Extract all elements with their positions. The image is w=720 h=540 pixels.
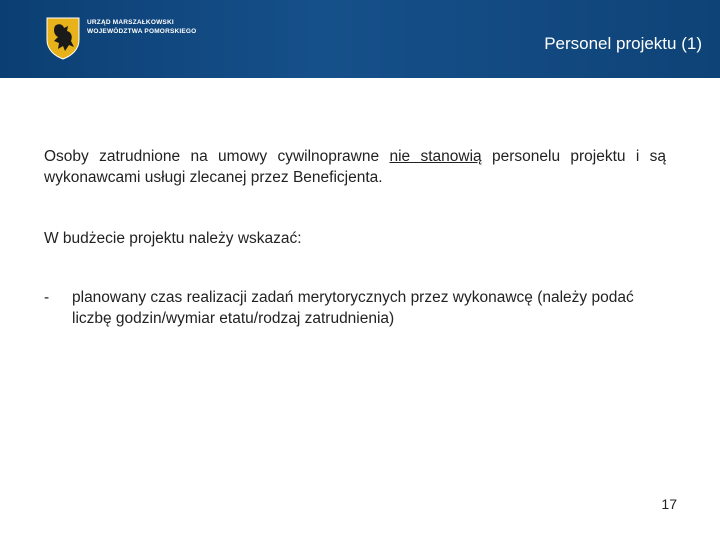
bullet-marker: - <box>44 289 50 306</box>
griffin-coat-of-arms-icon <box>45 16 81 60</box>
header-bar <box>0 0 720 78</box>
paragraph-personnel <box>44 146 666 188</box>
slide-title: Personel projektu (1) <box>544 34 702 53</box>
page-number: 17 <box>661 496 677 512</box>
list-item <box>44 287 666 329</box>
paragraph-personnel-end: personelu projektu i są wykonawcami usługi zlecanej przez Beneficjenta. <box>44 148 667 186</box>
org-name <box>87 18 196 36</box>
paragraph-personnel-start: Osoby zatrudnione na umowy cywilnoprawne <box>44 148 390 165</box>
bullet-text: planowany czas realizacji zadań merytorycznych przez wykonawcę (należy podać liczbę godzin/wymiar etatu/rodzaj zatrudnienia) <box>72 289 634 327</box>
paragraph-budget: W budżecie projektu należy wskazać: <box>44 230 302 247</box>
org-name-line1: URZĄD MARSZAŁKOWSKI <box>87 19 174 26</box>
paragraph-personnel-underlined: nie stanowią <box>389 148 482 165</box>
org-name-line2: WOJEWÓDZTWA POMORSKIEGO <box>87 28 197 35</box>
